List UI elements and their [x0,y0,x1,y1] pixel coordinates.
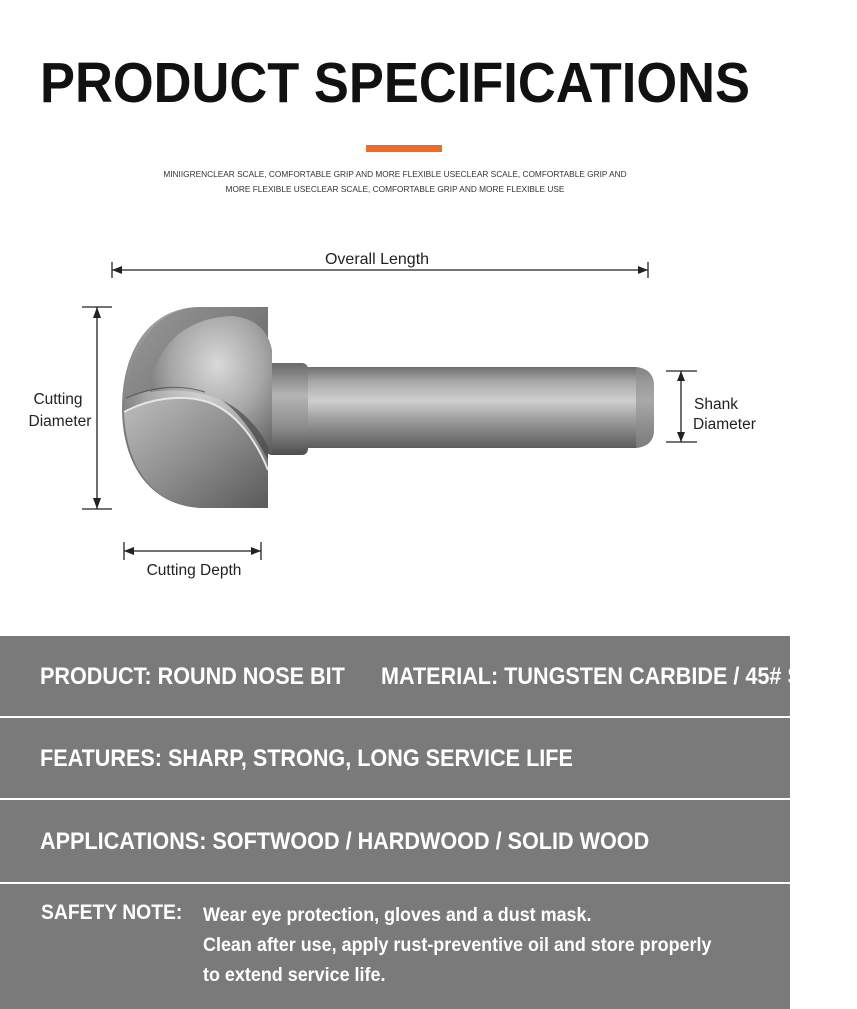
cutting-head-illustration [122,307,272,508]
page-title: PRODUCT SPECIFICATIONS [40,51,750,115]
shank-diameter-label-line2: Diameter [693,416,756,433]
safety-line: Wear eye protection, gloves and a dust mask. [203,904,592,926]
cutting-diameter-label-line2: Diameter [28,413,92,430]
features-spec: FEATURES: SHARP, STRONG, LONG SERVICE LIFE [40,745,573,772]
safety-note-text [203,900,711,990]
safety-note-label: SAFETY NOTE: [41,901,183,924]
product-spec: PRODUCT: ROUND NOSE BIT [40,663,345,690]
page-subtitle: MINIIGRENCLEAR SCALE, COMFORTABLE GRIP AND MORE FLEXIBLE USECLEAR SCALE, COMFORTABLE GRIP AND MORE FLEXIBLE USECLEAR SCALE, COMFORTABLE GRIP AND MORE FLEXIBLE USE [163,169,627,194]
safety-line: to extend service life. [203,964,386,986]
spec-row-features [0,718,790,798]
spec-row-applications [0,800,790,882]
specifications-panel [0,636,857,1009]
material-spec: MATERIAL: TUNGSTEN CARBIDE / 45# STEEL [381,663,857,690]
cutting-diameter-label-line1: Cutting [33,391,83,408]
spec-row-safety [0,884,790,1009]
shank-diameter-label-line1: Shank [694,396,738,413]
applications-spec: APPLICATIONS: SOFTWOOD / HARDWOOD / SOLID WOOD [40,828,650,855]
cutting-depth-label: Cutting Depth [146,562,242,579]
spec-row-product-material [0,636,857,716]
safety-line: Clean after use, apply rust-preventive oil and store properly [203,934,712,956]
cutting-depth-dimension [124,542,261,560]
accent-divider [366,145,442,152]
cutting-diameter-dimension [82,307,112,509]
shank-illustration [266,363,654,455]
overall-length-label: Overall Length [324,251,430,268]
router-bit-diagram [0,230,790,600]
